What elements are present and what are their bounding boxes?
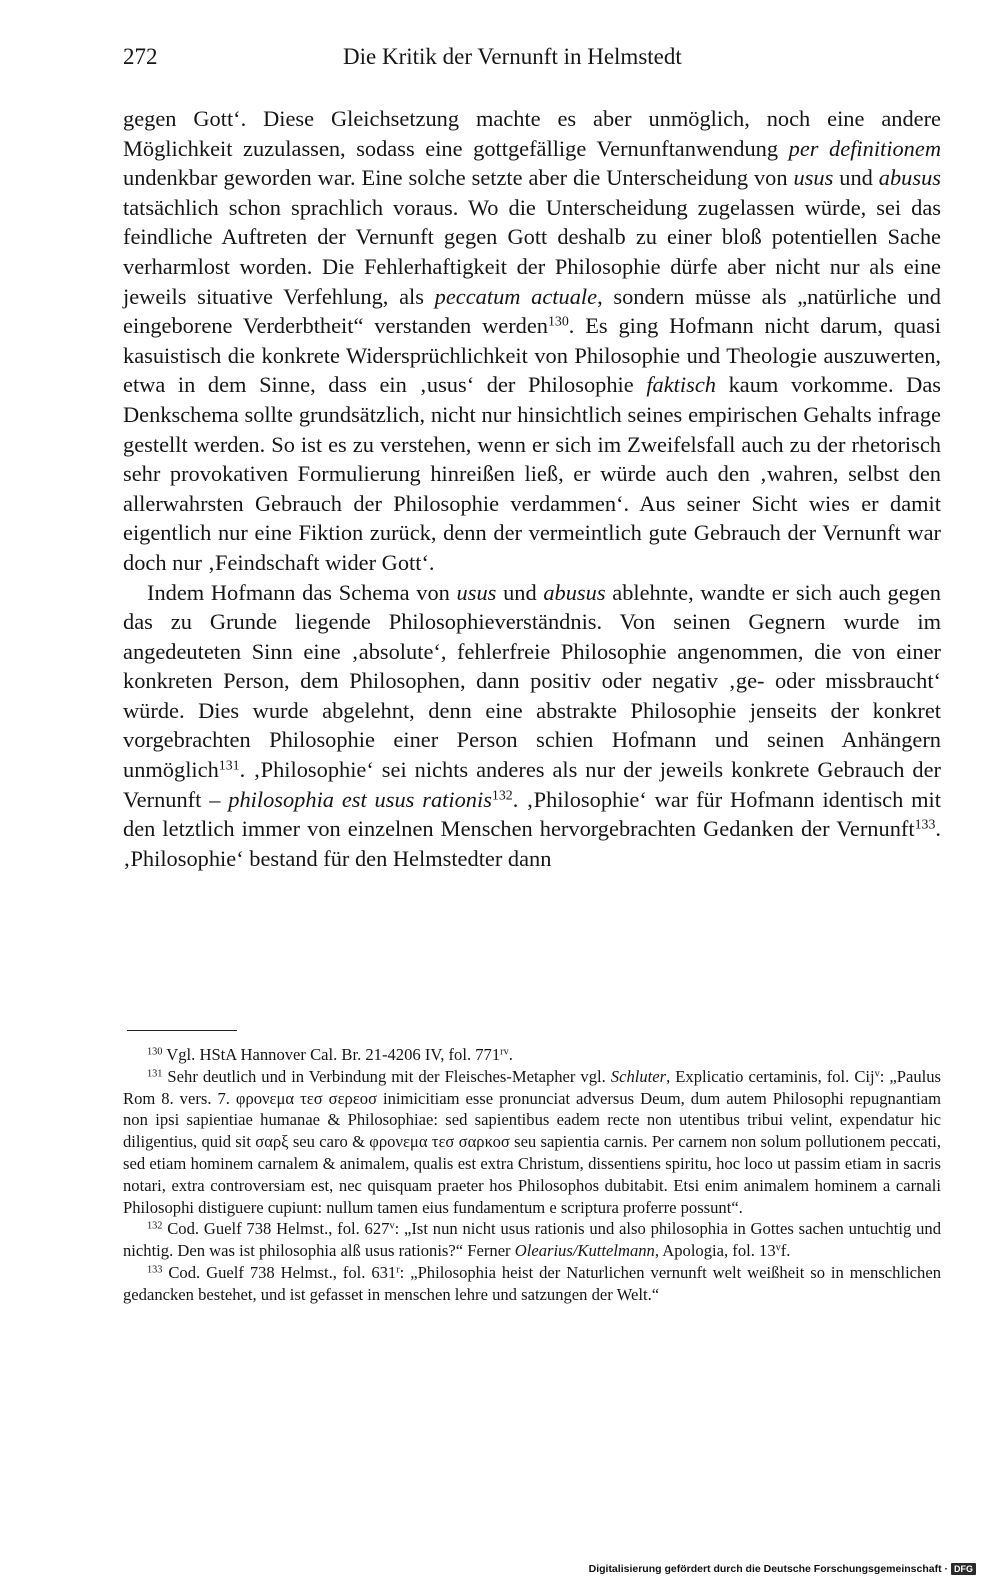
footnote [123, 1044, 941, 1066]
superscript-marker: 131 [147, 1068, 163, 1080]
italic-text: faktisch [646, 372, 716, 398]
text-run: , Explicatio certaminis, fol. Cij [666, 1066, 875, 1086]
italic-text: abusus [543, 579, 606, 605]
text-run: . ‚Philosophie‘ war für Hofmann identisch mit den letztlich immer von einzelnen Menschen hervorgebrachten Gedanken der Vernunft [123, 786, 941, 842]
italic-text: usus [793, 165, 834, 191]
superscript-marker: 130 [547, 314, 569, 330]
text-run: : „Ist nun nicht usus rationis und also philosophia in Gottes sachen untuchtig und nichtig. Den was ist philosophia alß usus rationis?“ Ferner [123, 1219, 942, 1261]
text-run: und [496, 579, 544, 605]
text-run: : „Philosophia heist der Naturlichen vernunft welt weißheit so in menschlichen gedancken bestehet, und ist gefasset in menschen lehre und satzungen der Welt.“ [123, 1262, 942, 1304]
text-run: Vgl. HStA Hannover Cal. Br. 21-4206 IV, fol. 771 [162, 1045, 501, 1064]
italic-text: usus [456, 579, 497, 605]
superscript-marker: rv [500, 1046, 509, 1058]
text-run: , Apologia, fol. 13 [654, 1241, 776, 1261]
italic-text: Olearius/Kuttelmann [514, 1241, 655, 1261]
superscript-marker: 133 [147, 1264, 163, 1276]
superscript-marker: 131 [218, 758, 240, 774]
text-run: . Es ging Hofmann nicht darum, quasi kasuistisch die konkrete Widersprüchlichkeit von Philosophie und Theologie auszuwerten, etwa in dem Sinne, dass ein ‚usus‘ der Philosophie [123, 313, 941, 398]
footnotes [123, 1044, 941, 1306]
superscript-marker: 130 [147, 1046, 163, 1058]
text-run: : „Paulus Rom 8. vers. 7. φρονεμα τεσ σερεοσ inimicitiam esse pronunciat adversus Deum, dum autem Philosophi repugnantiam non ipsi sapientiae humanae & Philosophiae: sed sapientibus eadem recte non utentibus tribui velint, expendatur hic diligentius, quid sit σαρξ seu caro & φρονεμα τεσ σαρκοσ seu sapientia carnis. Per carnem non solum pollutionem peccati, sed etiam hominem carnalem & animalem, qualis est extra Christum, dissentiens spiritu, hoc loco ut passim etiam in sacris notari, extra controversiam est, nec quisquam praeter hos Philosophos dubitabit. Etsi enim animalem hominem a carnali Philosophi distiguere cupiunt: nullum tamen eius fundamentum e scriptura proferre possunt“. [123, 1066, 941, 1217]
footnote [123, 1218, 941, 1262]
superscript-marker: v [874, 1068, 880, 1080]
italic-text: abusus [878, 165, 941, 191]
superscript-marker: r [396, 1264, 400, 1276]
paragraph [123, 104, 941, 578]
dfg-logo: DFG [951, 1563, 976, 1575]
running-header [123, 44, 941, 78]
text-run: , sondern müsse als „natürliche und eingeborene Verderbtheit“ verstanden werden [123, 283, 941, 339]
text-run: Cod. Guelf 738 Helmst., fol. 631 [162, 1262, 397, 1282]
italic-text: per definitionem [788, 135, 941, 161]
paragraph [123, 578, 941, 874]
text-run: Cod. Guelf 738 Helmst., fol. 627 [162, 1219, 390, 1239]
superscript-marker: 132 [147, 1220, 163, 1232]
superscript-marker: 132 [491, 788, 513, 804]
text-run: . ‚Philosophie‘ bestand für den Helmstedter dann [123, 816, 941, 871]
running-title: Die Kritik der Vernunft in Helmstedt [343, 44, 682, 69]
footnote [123, 1066, 941, 1219]
superscript-marker: 133 [914, 817, 936, 833]
text-run: f. [780, 1241, 791, 1261]
text-run: . ‚Philosophie‘ sei nichts anderes als nur der jeweils konkrete Gebrauch der Vernunft – [123, 757, 941, 812]
text-run: und [833, 165, 879, 191]
digitization-footer [589, 1560, 976, 1578]
text-run: . [508, 1045, 513, 1064]
footnote-rule [127, 1030, 237, 1031]
footer-credit: Digitalisierung gefördert durch die Deutsche Forschungsgemeinschaft · [588, 1563, 948, 1575]
text-run: gegen Gott‘. Diese Gleichsetzung machte es aber unmöglich, noch eine andere Möglichkeit zuzulassen, sodass eine gottgefällige Vernunftanwendung [123, 106, 941, 161]
text-run: Indem Hofmann das Schema von [147, 579, 457, 605]
superscript-marker: v [775, 1242, 781, 1254]
italic-text: Schluter [610, 1066, 667, 1086]
italic-text: peccatum actuale [434, 283, 598, 309]
superscript-marker: v [389, 1220, 395, 1232]
text-run: tatsächlich schon sprachlich voraus. Wo die Unterscheidung zugelassen würde, sei das feindliche Auftreten der Vernunft gegen Gott deshalb zu einer bloß potentiellen Sache verharmlost worden. Die Fehlerhaftigkeit der Philosophie dürfe aber nicht nur als eine jeweils situative Verfehlung, als [123, 194, 941, 309]
text-run: ablehnte, wandte er sich auch gegen das zu Grunde liegende Philosophieverständnis. Von seinen Gegnern wurde im angedeuteten Sinn eine ‚absolute‘, fehlerfreie Philosophie angenommen, die von einer konkreten Person, dem Philosophen, dann positiv oder negativ ‚ge- oder missbraucht‘ würde. Dies wurde abgelehnt, denn eine abstrakte Philosophie jenseits der konkret vorgebrachten Philosophie einer Person schien Hofmann und seinen Anhängern unmöglich [123, 579, 941, 783]
text-run: kaum vorkomme. Das Denkschema sollte grundsätzlich, nicht nur hinsichtlich seines empirischen Gehalts infrage gestellt werden. So ist es zu verstehen, wenn er sich im Zweifelsfall auch zu der rhetorisch sehr provokativen Formulierung hinreißen ließ, er würde auch den ‚wahren, selbst den allerwahrsten Gebrauch der Philosophie verdammen‘. Aus seiner Sicht wies er damit eigentlich nur eine Fiktion zurück, denn der vermeintlich gute Gebrauch der Vernunft war doch nur ‚Feindschaft wider Gott‘. [123, 372, 941, 575]
main-text [123, 104, 941, 873]
text-run: undenkbar geworden war. Eine solche setzte aber die Unterscheidung von [123, 165, 794, 191]
text-run: Sehr deutlich und in Verbindung mit der Fleisches-Metapher vgl. [162, 1066, 611, 1086]
footnote [123, 1262, 941, 1306]
page-number: 272 [123, 44, 158, 69]
italic-text: philosophia est usus rationis [228, 786, 492, 812]
